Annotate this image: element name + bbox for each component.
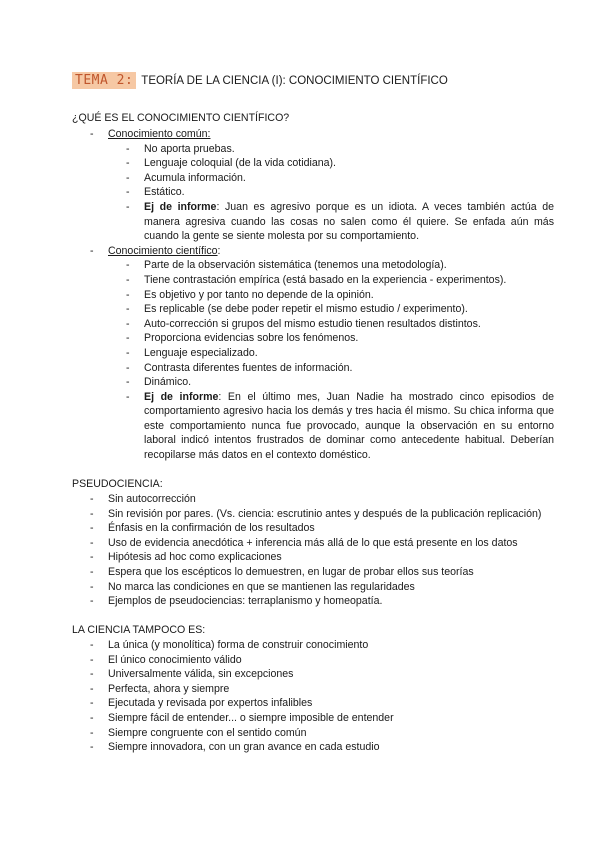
list-item: - Auto-corrección si grupos del mismo estudio tienen resultados distintos.: [126, 317, 481, 330]
cientifico-label: Conocimiento científico: [108, 244, 218, 257]
list-item: - Estático.: [126, 186, 185, 199]
list-item: - Es replicable (se debe poder repetir el mismo estudio / experimento).: [126, 303, 468, 316]
list-item: - No marca las condiciones en que se mantienen las regularidades: [90, 580, 415, 593]
comun-label: Conocimiento común:: [108, 128, 211, 140]
example-text: : En el último mes, Juan Nadie ha mostrado cinco episodios de comportamiento agresivo hacia los demás y tres hacia él mismo. Su chica informa que este comportamiento nunca fue provocado, aunque la observación en su entorno laboral indicó intentos frustrados de dominar como antecedente habitual. Deberían recopilarse más datos en el contexto doméstico.: [144, 390, 555, 462]
list-item: - Sin revisión por pares. (Vs. ciencia: escrutinio antes y después de la publicación replicación): [90, 507, 542, 520]
section-heading-tampoco: LA CIENCIA TAMPOCO ES:: [72, 624, 206, 636]
tampoco-list: [90, 638, 394, 755]
list-item: - Siempre congruente con el sentido común: [90, 726, 307, 739]
list-item: - Hipótesis ad hoc como explicaciones: [90, 551, 282, 564]
knowledge-list: [90, 127, 554, 463]
example-text: : Juan es agresivo porque es un idiota. A veces también actúa de manera agresiva cuando las cosas no salen como él quiere. Se enfada aún más cuando la gente se siente molesta por su comportamiento.: [144, 200, 555, 243]
title-row: [72, 72, 448, 89]
page-title: TEORÍA DE LA CIENCIA (I): CONOCIMIENTO CIENTÍFICO: [141, 74, 448, 87]
list-item: - El único conocimiento válido: [90, 653, 242, 666]
example-label: Ej de informe: [144, 200, 217, 213]
list-item-comun: - Conocimiento común: - No aporta pruebas. - Lenguaje coloquial (de la vida cotidiana). - Acumula información. - Estático. - Ej de informe: Juan es agresivo porque es un idiota. A veces también actúa de manera agresiva cuando las cosas no salen como él quiere. Se enfada aún más cuando la gente se siente molesta por su comportamiento.: [90, 128, 555, 243]
example-item-comun: - Ej de informe: Juan es agresivo porque es un idiota. A veces también actúa de manera agresiva cuando las cosas no salen como él quiere. Se enfada aún más cuando la gente se siente molesta por su comportamiento.: [126, 200, 555, 243]
cientifico-sublist: [126, 258, 554, 462]
list-item: - La única (y monolítica) forma de construir conocimiento: [90, 639, 369, 651]
list-item-cientifico: - Conocimiento científico: - Parte de la observación sistemática (tenemos una metodología). - Tiene contrastación empírica (está basado en la experiencia - experimentos). - Es objetivo y por tanto no depende de la opinión. - Es replicable (se debe poder repetir el mismo estudio / experimento). - Auto-corrección si grupos del mismo estudio tienen resultados distintos. - Proporciona evidencias sobre los fenómenos. - Lenguaje especializado. - Contrasta diferentes fuentes de información. - Dinámico. - Ej de informe: En el último mes, Juan Nadie ha mostrado cinco episodios de comportamiento agresivo hacia los demás y tres hacia él mismo. Su chica informa que este comportamiento nunca fue provocado, aunque la observación en su entorno laboral indicó intentos frustrados de dominar como antecedente habitual. Deberían recopilarse más datos en el contexto doméstico.: [90, 244, 555, 462]
list-item: - Ejemplos de pseudociencias: terraplanismo y homeopatía.: [90, 595, 383, 608]
comun-sublist: [126, 142, 554, 244]
list-item: - Uso de evidencia anecdótica + inferencia más allá de lo que está presente en los datos: [90, 536, 518, 549]
list-item: - Universalmente válida, sin excepciones: [90, 668, 294, 681]
list-item: - Parte de la observación sistemática (tenemos una metodología).: [126, 259, 447, 272]
topic-tag: TEMA 2:: [72, 72, 136, 89]
section-heading-pseudociencia: PSEUDOCIENCIA:: [72, 478, 163, 490]
list-item: - Ejecutada y revisada por expertos infalibles: [90, 697, 313, 710]
list-item: - Espera que los escépticos lo demuestren, en lugar de probar ellos sus teorías: [90, 565, 474, 578]
example-label: Ej de informe: [144, 390, 219, 403]
list-item: - Lenguaje especializado.: [126, 346, 258, 359]
list-item: - Tiene contrastación empírica (está basado en la experiencia - experimentos).: [126, 273, 507, 286]
list-item: - Siempre fácil de entender... o siempre imposible de entender: [90, 711, 394, 724]
list-item: - Lenguaje coloquial (de la vida cotidiana).: [126, 157, 336, 170]
list-item: - Perfecta, ahora y siempre: [90, 682, 230, 695]
pseudociencia-list: [90, 492, 541, 609]
list-item: - Sin autocorrección: [90, 493, 196, 505]
list-item: - Acumula información.: [126, 171, 246, 184]
list-item: - Contrasta diferentes fuentes de información.: [126, 361, 353, 374]
list-item: - Es objetivo y por tanto no depende de la opinión.: [126, 288, 374, 301]
list-item: - Énfasis en la confirmación de los resultados: [90, 522, 315, 535]
list-item: - Proporciona evidencias sobre los fenómenos.: [126, 332, 359, 345]
list-item: - No aporta pruebas.: [126, 142, 235, 155]
list-item: - Siempre innovadora, con un gran avance en cada estudio: [90, 741, 380, 754]
example-item-cientifico: - Ej de informe: En el último mes, Juan Nadie ha mostrado cinco episodios de comportamiento agresivo hacia los demás y tres hacia él mismo. Su chica informa que este comportamiento nunca fue provocado, aunque la observación en su entorno laboral indicó intentos frustrados de dominar como antecedente habitual. Deberían recopilarse más datos en el contexto doméstico.: [126, 390, 555, 462]
section-heading-conocimiento: ¿QUÉ ES EL CONOCIMIENTO CIENTÍFICO?: [72, 112, 290, 124]
list-item: - Dinámico.: [126, 376, 192, 389]
